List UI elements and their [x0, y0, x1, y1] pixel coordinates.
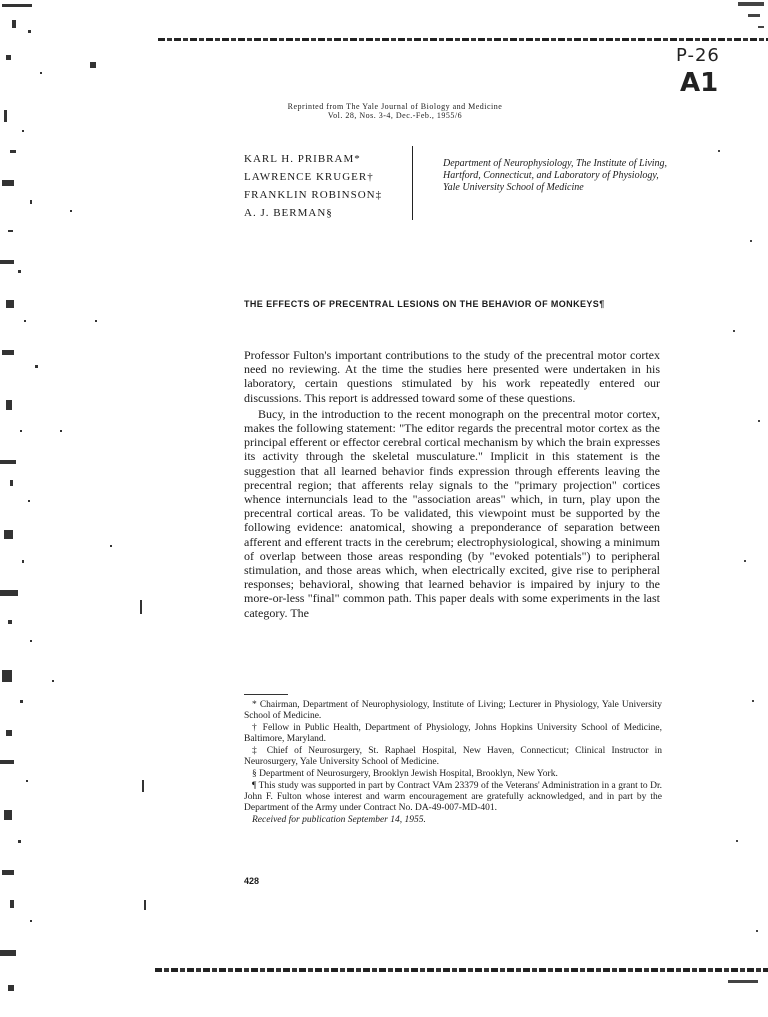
handwritten-reference: P-26 — [676, 45, 720, 66]
author: LAWRENCE KRUGER† — [244, 171, 374, 183]
footnote: † Fellow in Public Health, Department of Physiology, Johns Hopkins University School of Medicine, Baltimore, Maryland. — [244, 723, 662, 744]
body-paragraph: Bucy, in the introduction to the recent monograph on the precentral motor cortex, makes the following statement: "The editor regards the precentral motor cortex as the principal efferent or effector cerebral cortical mechanism by which the brain expresses its activity through the skeletal musculature." Implicit in this statement is the suggestion that all learned behavior finds expression through efferents leaving the precentral region; that afferents relay signals to the "primary projection" cortices whence internuncials lead to the "association areas" which, in turn, play upon the precentral cortical areas. To be validated, this viewpoint must be supported by the following evidence: anatomical, showing a preponderance of separation between afferent and efferent tracts in the cerebrum; electrophysiological, showing a minimum of overlap between those areas responding (by "evoked potentials") to peripheral stimulation, and those areas which, when electrically excited, give rise to peripheral responses; behavioral, showing that learned behavior is impaired by injury to the more-or-less "final" common path. This paper deals with some experiments in the last category. The — [244, 406, 660, 620]
scan-top-rule — [158, 38, 768, 41]
received-date: Received for publication September 14, 1955. — [252, 815, 426, 825]
footnote: ¶ This study was supported in part by Contract VAm 23379 of the Veterans' Administration in a grant to Dr. John F. Fulton whose interest and warm encouragement are gratefully acknowledged, and in part by the Department of the Army under Contract No. DA-49-007-MD-401. — [244, 781, 662, 813]
article-body — [244, 348, 660, 620]
scan-speckle-left — [0, 0, 168, 1017]
reprint-line-1: Reprinted from The Yale Journal of Biology and Medicine — [287, 102, 503, 111]
handwritten-mark: A1 — [680, 68, 719, 98]
scan-speckle-right — [678, 0, 768, 1017]
reprint-notice — [245, 102, 545, 120]
author-divider — [412, 146, 413, 220]
footnote: * Chairman, Department of Neurophysiology, Institute of Living; Lecturer in Physiology, Yale University School of Medicine. — [244, 700, 662, 721]
author: A. J. BERMAN§ — [244, 207, 333, 219]
page-number: 428 — [244, 876, 260, 886]
footnotes — [244, 700, 662, 827]
footnote: ‡ Chief of Neurosurgery, St. Raphael Hospital, New Haven, Connecticut; Clinical Instructor in Neurosurgery, Yale University School of Medicine. — [244, 746, 662, 767]
author: KARL H. PRIBRAM* — [244, 153, 361, 165]
body-paragraph: Professor Fulton's important contributions to the study of the precentral motor cortex need no reviewing. At the time the studies here presented were undertaken in his laboratory, certain questions stimulated by his work repeatedly entered our discussions. This report is addressed toward some of these questions. — [244, 348, 660, 405]
reprint-line-2: Vol. 28, Nos. 3-4, Dec.-Feb., 1955/6 — [327, 111, 463, 120]
author-list — [244, 150, 382, 222]
footnote-rule — [244, 694, 288, 695]
article-title: THE EFFECTS OF PRECENTRAL LESIONS ON THE BEHAVIOR OF MONKEYS¶ — [244, 299, 605, 309]
footnote: § Department of Neurosurgery, Brooklyn Jewish Hospital, Brooklyn, New York. — [252, 769, 558, 779]
author: FRANKLIN ROBINSON‡ — [244, 189, 383, 201]
scan-bottom-rule — [155, 968, 768, 972]
affiliation: Department of Neurophysiology, The Institute of Living, Hartford, Connecticut, and Laboratory of Physiology, Yale University School of Medicine — [443, 158, 668, 193]
